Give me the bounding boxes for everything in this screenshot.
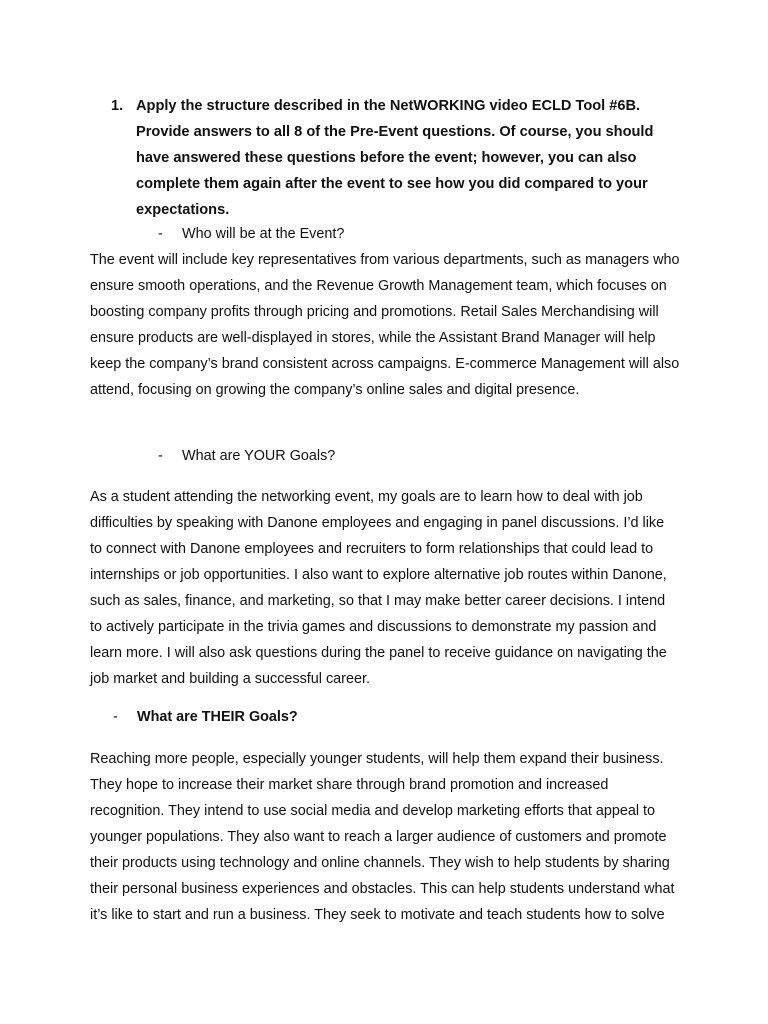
heading-text: Who will be at the Event? — [182, 226, 345, 242]
bullet-dash: - — [158, 226, 163, 242]
section-heading-their-goals — [113, 704, 298, 730]
heading-text: What are THEIR Goals? — [137, 709, 298, 725]
question-number: 1. — [111, 98, 124, 114]
question-item — [111, 93, 671, 223]
section-heading-your-goals — [158, 443, 335, 469]
question-text: Apply the structure described in the NetWORKING video ECLD Tool #6B. Provide answers to all 8 of the Pre-Event questions. Of course, you should have answered these questions before the event; however, you can also complete them again after the event to see how you did compared to your expectations. — [136, 98, 654, 218]
bullet-dash: - — [113, 709, 118, 725]
answer-who-attends: The event will include key representatives from various departments, such as managers who ensure smooth operations, and the Revenue Growth Management team, which focuses on boosting company profits through pricing and promotions. Retail Sales Merchandising will ensure products are well-displayed in stores, while the Assistant Brand Manager will help keep the company’s brand consistent across campaigns. E-commerce Management will also attend, focusing on growing the company’s online sales and digital presence. — [90, 252, 680, 398]
answer-your-goals: As a student attending the networking event, my goals are to learn how to deal with job difficulties by speaking with Danone employees and engaging in panel discussions. I’d like to connect with Danone employees and recruiters to form relationships that could lead to internships or job opportunities. I also want to explore alternative job routes within Danone, such as sales, finance, and marketing, so that I may make better career decisions. I intend to actively participate in the trivia games and discussions to demonstrate my passion and learn more. I will also ask questions during the panel to receive guidance on navigating the job market and building a successful career. — [90, 489, 667, 687]
bullet-dash: - — [158, 448, 163, 464]
heading-text: What are YOUR Goals? — [182, 448, 336, 464]
section-heading-who-attends — [158, 221, 344, 247]
answer-their-goals: Reaching more people, especially younger students, will help them expand their business. They hope to increase their market share through brand promotion and increased recognition. They intend to use social media and develop marketing efforts that appeal to younger populations. They also want to reach a larger audience of customers and promote their products using technology and online channels. They wish to help students by sharing their personal business experiences and obstacles. This can help students understand what it’s like to start and run a business. They seek to motivate and teach students how to solve — [90, 751, 675, 923]
